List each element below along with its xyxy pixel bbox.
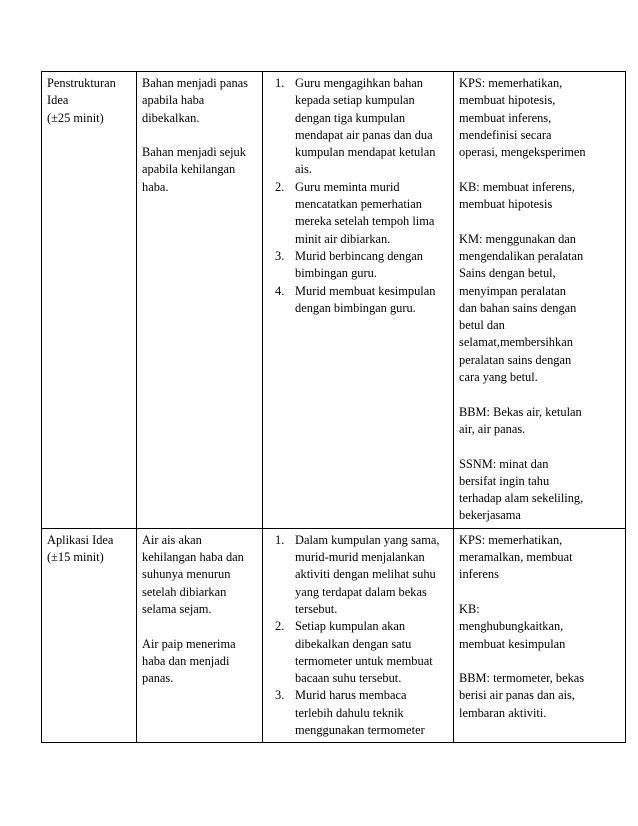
notes-line: betul dan	[459, 318, 505, 333]
notes-paragraph	[459, 601, 620, 653]
notes-paragraph	[459, 532, 620, 584]
notes-line: lembaran aktiviti.	[459, 705, 547, 720]
stage-line: (±15 minit)	[47, 550, 104, 565]
stage-cell	[42, 72, 137, 529]
content-line: suhunya menurun	[142, 567, 231, 582]
activity-line: minit air dibiarkan.	[295, 231, 391, 246]
notes-line: meramalkan, membuat	[459, 550, 573, 565]
lesson-plan-body	[42, 72, 626, 743]
notes-line: air, air panas.	[459, 421, 526, 436]
notes-paragraph	[459, 670, 620, 722]
content-line: haba.	[142, 179, 169, 194]
activity-list	[268, 75, 448, 317]
activity-list	[268, 532, 448, 740]
notes-line: Sains dengan betul,	[459, 266, 556, 281]
activity-line: dengan tiga kumpulan	[295, 110, 406, 125]
notes-line: inferens	[459, 567, 499, 582]
activity-line: aktiviti dengan melihat suhu	[295, 567, 436, 582]
content-line: dibekalkan.	[142, 110, 200, 125]
content-line: Bahan menjadi sejuk	[142, 145, 246, 160]
content-line: Air ais akan	[142, 532, 202, 547]
content-paragraph	[142, 75, 257, 127]
content-paragraph	[142, 532, 257, 618]
activity-item	[268, 75, 448, 179]
table-row	[42, 72, 626, 529]
notes-line: dan bahan sains dengan	[459, 300, 577, 315]
notes-line: KPS: memerhatikan,	[459, 532, 563, 547]
notes-cell	[454, 72, 626, 529]
content-cell	[137, 528, 263, 743]
activity-line: kepada setiap kumpulan	[295, 93, 415, 108]
activity-number: 3.	[275, 688, 285, 703]
notes-paragraph	[459, 456, 620, 525]
activity-line: Guru meminta murid	[295, 179, 400, 194]
activity-line: mereka setelah tempoh lima	[295, 214, 435, 229]
table-row	[42, 528, 626, 743]
notes-line: bekerjasama	[459, 508, 521, 523]
notes-line: membuat kesimpulan	[459, 636, 566, 651]
activity-line: bimbingan guru.	[295, 266, 377, 281]
notes-line: peralatan sains dengan	[459, 352, 572, 367]
activity-line: Murid harus membaca	[295, 688, 407, 703]
content-line: panas.	[142, 671, 174, 686]
activity-line: Guru mengagihkan bahan	[295, 76, 423, 90]
content-cell	[137, 72, 263, 529]
activity-line: kumpulan mendapat ketulan	[295, 145, 436, 160]
content-paragraph	[142, 144, 257, 196]
activity-number: 1.	[275, 532, 285, 547]
notes-line: KM: menggunakan dan	[459, 231, 576, 246]
notes-line: operasi, mengeksperimen	[459, 145, 586, 160]
activity-line: mencatatkan pemerhatian	[295, 197, 422, 212]
content-line: haba dan menjadi	[142, 653, 230, 668]
notes-line: membuat hipotesis,	[459, 93, 556, 108]
activity-line: menggunakan termometer	[295, 722, 425, 737]
content-line: kehilangan haba dan	[142, 550, 244, 565]
notes-line: menyimpan peralatan	[459, 283, 566, 298]
activity-line: termometer untuk membuat	[295, 653, 433, 668]
activity-number: 2.	[275, 179, 285, 194]
activity-line: Murid berbincang dengan	[295, 248, 423, 263]
stage-cell	[42, 528, 137, 743]
notes-cell	[454, 528, 626, 743]
activity-line: bacaan suhu tersebut.	[295, 671, 402, 686]
activity-item	[268, 687, 448, 739]
notes-line: menghubungkaitkan,	[459, 619, 564, 634]
activity-number: 1.	[275, 76, 285, 90]
activity-line: dibekalkan dengan satu	[295, 636, 412, 651]
notes-line: terhadap alam sekeliling,	[459, 491, 584, 506]
notes-paragraph	[459, 75, 620, 161]
lesson-plan-table	[41, 71, 626, 743]
stage-line: Aplikasi Idea	[47, 532, 114, 547]
activities-cell	[263, 528, 454, 743]
activity-number: 4.	[275, 283, 285, 298]
activity-line: dengan bimbingan guru.	[295, 300, 416, 315]
activity-line: Dalam kumpulan yang sama,	[295, 532, 440, 547]
activity-line: terlebih dahulu teknik	[295, 705, 404, 720]
content-line: setelah dibiarkan	[142, 584, 227, 599]
notes-line: cara yang betul.	[459, 370, 538, 385]
activity-line: tersebut.	[295, 601, 338, 616]
notes-line: membuat inferens,	[459, 110, 552, 125]
notes-paragraph	[459, 404, 620, 439]
activity-item	[268, 283, 448, 318]
stage-line: Penstrukturan	[47, 76, 116, 90]
activity-line: ais.	[295, 162, 312, 177]
notes-line: mendefinisi secara	[459, 127, 552, 142]
activity-line: Setiap kumpulan akan	[295, 619, 406, 634]
notes-line: selamat,membersihkan	[459, 335, 573, 350]
notes-line: BBM: termometer, bekas	[459, 671, 585, 686]
notes-line: BBM: Bekas air, ketulan	[459, 404, 582, 419]
activity-number: 3.	[275, 248, 285, 263]
content-line: Air paip menerima	[142, 636, 236, 651]
activity-line: yang terdapat dalam bekas	[295, 584, 427, 599]
activity-line: mendapat air panas dan dua	[295, 127, 433, 142]
activities-cell	[263, 72, 454, 529]
notes-line: membuat hipotesis	[459, 197, 553, 212]
activity-item	[268, 532, 448, 618]
content-line: apabila kehilangan	[142, 162, 236, 177]
stage-line: (±25 minit)	[47, 110, 104, 125]
activity-line: Murid membuat kesimpulan	[295, 283, 436, 298]
notes-paragraph	[459, 179, 620, 214]
content-line: selama sejam.	[142, 601, 212, 616]
notes-line: KPS: memerhatikan,	[459, 76, 563, 90]
activity-number: 2.	[275, 619, 285, 634]
notes-line: KB: membuat inferens,	[459, 179, 575, 194]
content-paragraph	[142, 636, 257, 688]
notes-line: SSNM: minat dan	[459, 456, 549, 471]
notes-line: bersifat ingin tahu	[459, 473, 550, 488]
notes-line: berisi air panas dan ais,	[459, 688, 575, 703]
activity-line: murid-murid menjalankan	[295, 550, 425, 565]
content-line: Bahan menjadi panas	[142, 76, 248, 90]
activity-item	[268, 618, 448, 687]
activity-item	[268, 248, 448, 283]
stage-line: Idea	[47, 93, 69, 108]
notes-line: mengendalikan peralatan	[459, 248, 584, 263]
activity-item	[268, 179, 448, 248]
notes-paragraph	[459, 231, 620, 387]
content-line: apabila haba	[142, 93, 205, 108]
notes-line: KB:	[459, 601, 480, 616]
